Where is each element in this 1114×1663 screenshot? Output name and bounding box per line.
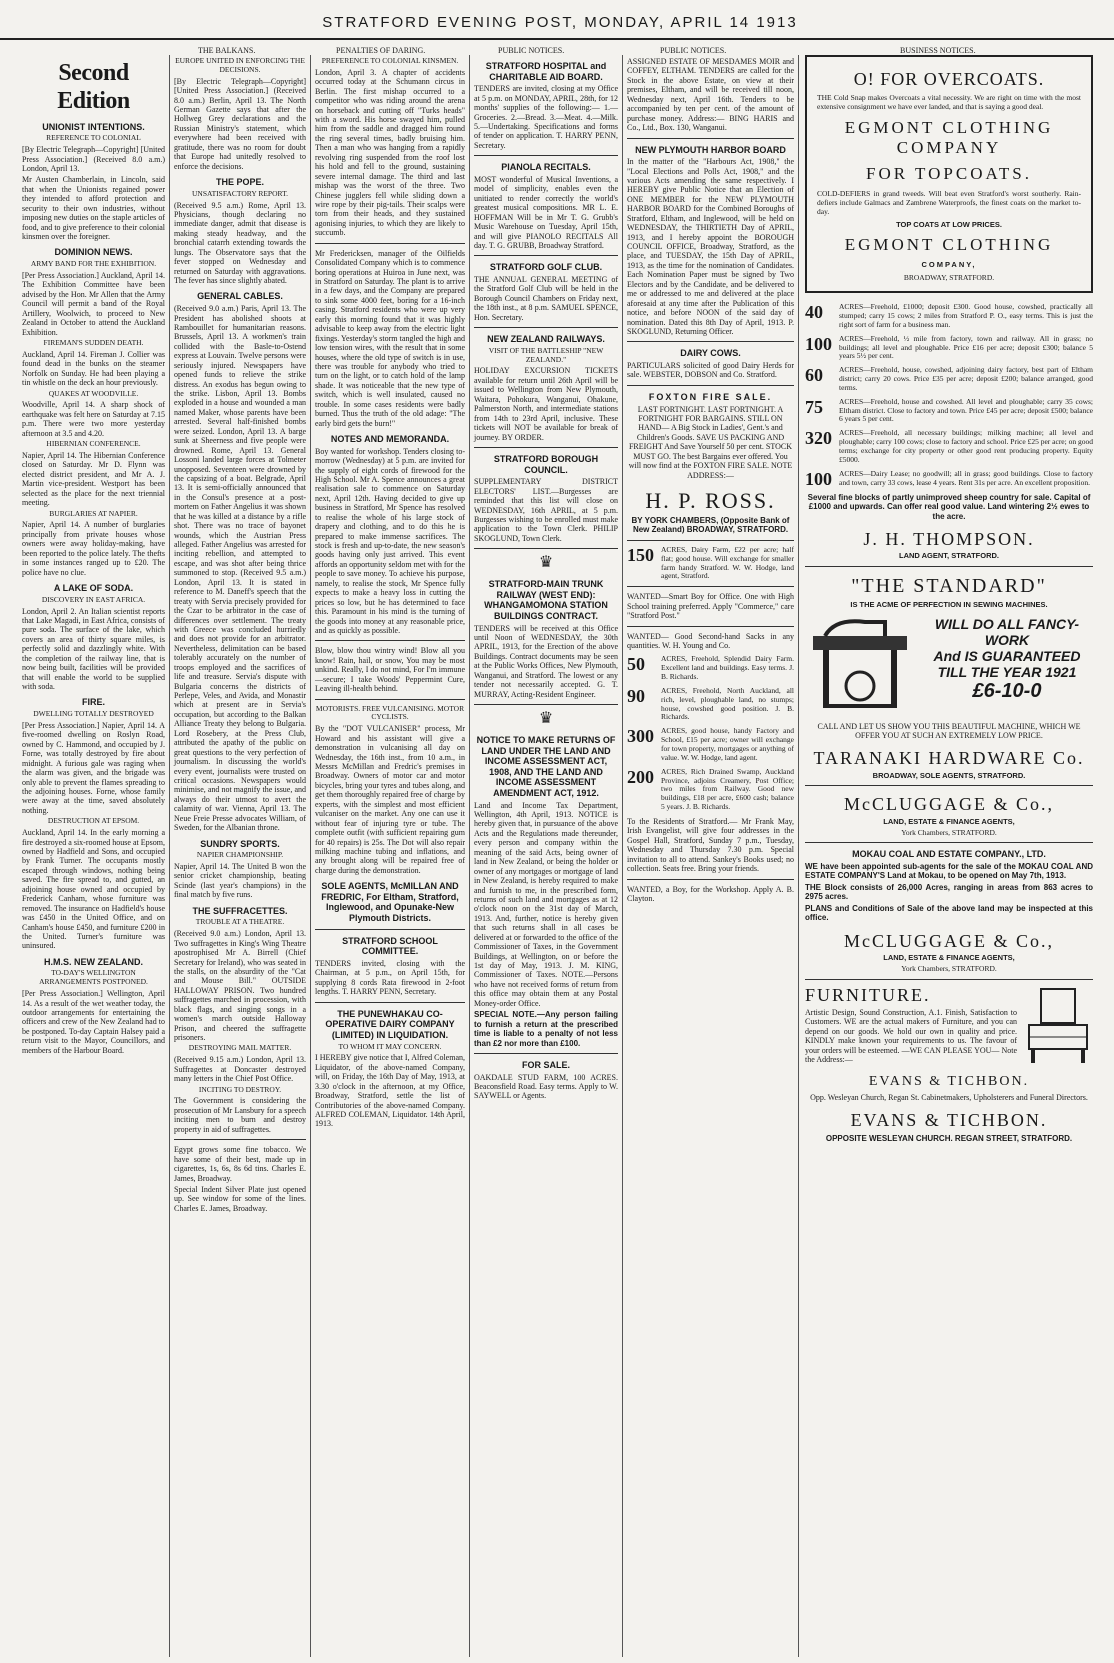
divider <box>315 929 465 930</box>
notice-text: WANTED, a Boy, for the Workshop. Apply A. B. Clayton. <box>627 884 794 903</box>
mokau-text: THE Block consists of 26,000 Acres, ranging in areas from 863 acres to 2975 acres. <box>805 882 1093 902</box>
listing-text: ACRES—Freehold, all necessary buildings; milking machine; all level and ploughable; carry 100 cows; close to factory and school. Price £25 per acre; on good terms; exchange for city property or other good rent producing property. Equity £5000. <box>839 428 1093 464</box>
divider <box>474 447 618 448</box>
divider <box>627 385 794 386</box>
section-business-notices: BUSINESS NOTICES. <box>900 46 976 55</box>
mccluggage-subheading: LAND, ESTATE & FINANCE AGENTS, <box>883 952 1015 962</box>
mccluggage-name: McCLUGGAGE & Co., <box>844 794 1054 815</box>
crest-icon: ♛ <box>538 710 554 728</box>
listing-text: ACRES, Dairy Farm, £22 per acre; half flat; good house. Will exchange for smaller farm handy Stratford. W. W. Hodge, land agent, Stratford. <box>661 544 794 581</box>
listing <box>627 687 794 722</box>
notice-heading: FOXTON FIRE SALE. <box>648 391 773 402</box>
headline: STRATFORD SCHOOL COMMITTEE. <box>342 935 438 957</box>
listing-number: 320 <box>805 428 832 449</box>
column-3 <box>311 55 470 1657</box>
edition-heading: Second Edition <box>57 60 130 115</box>
agents-heading: SOLE AGENTS, McMILLAN AND FREDRIC, For Eltham, Stratford, Inglewood, and Opunake-New Plymouth Districts. <box>321 881 459 924</box>
poem: Blow, blow thou wintry wind! Blow all you know! Rain, hail, or snow, You may be most unkind. Really, I do not mind, For I'm immune—secure; I take Woods' Peppermint Cure, Leaving ill-health behind. <box>315 646 465 694</box>
newspaper-title: STRATFORD EVENING POST, MONDAY, APRIL 14 1913 <box>322 14 798 31</box>
sewing-machine-block <box>805 616 1093 716</box>
farm-listing <box>805 470 1093 488</box>
column-6 <box>799 55 1099 1657</box>
listing-text: ACRES—Freehold, house, cowshed, adjoining dairy factory, best part of Eltham district; carry 20 cows. Price £35 per acre; deposit £200; balance arranged, good terms. <box>839 365 1093 392</box>
article-text: TENDERS invited, closing with the Chairman, at 5 p.m., on April 15th, for supplying 8 cords Rata firewood in 2-foot lengths. T. HARRY PENN, Secretary. <box>315 958 465 997</box>
divider <box>474 704 618 705</box>
subheading: TO-DAY'S WELLINGTON ARRANGEMENTS POSTPONED. <box>39 968 148 987</box>
divider <box>474 548 618 549</box>
subheading: DISCOVERY IN EAST AFRICA. <box>41 594 146 604</box>
divider <box>315 699 465 700</box>
headline: UNIONIST INTENTIONS. <box>42 121 145 132</box>
notice-heading: STRATFORD-MAIN TRUNK RAILWAY (WEST END): WHANGAMOMONA STATION BUILDINGS CONTRACT. <box>484 579 608 621</box>
advert-headline: FOR TOPCOATS. <box>866 164 1032 184</box>
listing-text: ACRES, Freehold, Splendid Dairy Farm. Excellent land and buildings. Easy terms. J. B. Richards. <box>661 654 794 682</box>
notice-heading: NEW PLYMOUTH HARBOR BOARD <box>635 144 786 155</box>
article-text: Auckland, April 14. Fireman J. Collier was found dead in the bunks on the steamer Norfolk on Sunday. He had been playing a tin whistle on the deck an hour previously. <box>22 349 165 388</box>
standard-subheading: IS THE ACME OF PERFECTION IN SEWING MACHINES. <box>850 599 1048 609</box>
subheading: TROUBLE AT A THEATRE. <box>195 917 285 927</box>
listing <box>627 655 794 682</box>
listing-number: 100 <box>805 468 832 489</box>
notice-text: TENDERS are invited, closing at my Office at 5 p.m. on MONDAY, APRIL, 28th, for 12 months' supplies of the following:— 1.—Groceries. 2.—Bread. 3.—Meat. 4.—Milk. 5.—Undertaking. Specifications and forms of tender on application. T. HARRY PENN, Secretary. <box>474 84 618 150</box>
headline: NOTES AND MEMORANDA. <box>330 434 450 445</box>
notice-text: HOLIDAY EXCURSION TICKETS available for return until 26th April will be issued to Wellington from New Plymouth, Waitara, Pohokura, Wanganui, Ohakune, Palmerston North, and intermediate stations from 14th to 23rd April, inclusive. These tickets will NOT be available for break of journey. BY ORDER. <box>474 366 618 442</box>
evans-tichbon-name: EVANS & TICHBON. <box>868 1074 1030 1090</box>
advert-company-name: EGMONT CLOTHING COMPANY <box>844 117 1054 157</box>
headline: GENERAL CABLES. <box>197 291 283 302</box>
divider <box>315 243 465 244</box>
notice-heading: STRATFORD BOROUGH COUNCIL. <box>493 453 599 475</box>
column-1 <box>18 55 170 1657</box>
article-text: Woodville, April 14. A sharp shock of earthquake was felt here on Saturday at 7.15 p.m. There were two more yesterday afternoon at 3.5 and 4.20. <box>22 400 165 438</box>
article-text: London, April 2. An Italian scientist reports that Lake Magadi, in East Africa, consists of pure soda. The surface of the lake, which covers an area of thirty square miles, is perfectly solid and dazzlingly white. With the completion of the railway line, that is now being built, facilities will be provided that will enable the world to be supplied with soda. <box>22 606 165 692</box>
listing-text: ACRES, good house, handy Factory and School, £15 per acre; owner will exchange for town property, mortgages or anything of value. W. W. Hodge, land agent. <box>661 726 794 762</box>
divider <box>627 586 794 587</box>
ross-address: BY YORK CHAMBERS, (Opposite Bank of New Zealand) BROADWAY, STRATFORD. <box>631 515 790 535</box>
section-public-notices-2: PUBLIC NOTICES. <box>660 46 727 55</box>
article-text: Boy wanted for workshop. Tenders closing to-morrow (Wednesday) at 5 p.m. are invited for the supply of eight cords of firewood for the High School. Mr A. Spence announces a great realisation sale to commence on Saturday next, April 12th. Having decided to give up business in Stratford, Mr Spence has resolved to realise the whole of his large stock of drapery and clothing, and to do this he is prepared to make immense sacrifices. The stock is fresh and up-to-date, the new season's goods having only just arrived. This event affords an opportunity seldom met with for the people to save money. To achieve his purpose, namely, to realise the stock, Mr Spence fully expects to make a heavy loss in cutting the prices so low, but he has determined to face this. Paramount in his mind is the turning of the goods into money at any reasonable price, and as quickly as possible. <box>315 446 465 635</box>
advert-text: Special Indent Silver Plate just opened up. See window for some of the lines. Charles E. James, Broadway. <box>174 1184 306 1213</box>
mccluggage-address: York Chambers, STRATFORD. <box>901 963 997 973</box>
mccluggage-name: McCLUGGAGE & Co., <box>844 930 1054 951</box>
divider <box>315 1002 465 1003</box>
listing-text: ACRES—Freehold, house and cowshed. All level and ploughable; carry 35 cows; Eltham district. Close to factory and town. Price £45 per acre; deposit £500; balance 6 years 5 per cent. <box>839 396 1093 424</box>
column-4 <box>470 55 623 1657</box>
listing-text: ACRES—Freehold, £1000; deposit £300. Good house, cowshed, practically all stumped; carry 15 cows; 2 miles from Stratford P. O., easy terms. This is just the right sort of farm for a business man. <box>839 302 1093 329</box>
notice-heading: NEW ZEALAND RAILWAYS. <box>487 334 605 345</box>
listing-number: 100 <box>805 333 832 354</box>
listing-number: 50 <box>627 654 645 675</box>
article-text: (Received 9.0 a.m.) Paris, April 13. The President has abolished shoots at Rambouillet for humanitarian reasons. Brussels, April 13. A workmen's train collided with the Basle-to-Ostend express at Louvain. Twelve persons were seriously injured. Newspapers have opened funds to relieve the strike distress. An exodus has begun owing to the strike. Lisbon, April 13. Bombs exploded in a house and wounded a man named Maker, whose parents have been arrested. Several half-finished bombs were seized. London, April 13. A barge sunk at Sheerness and five people were drowned. Rome, April 13. General Lossoni landed large forces at Tolmeter unopposed. Seventeen were drowned by the capsizing of a boat. Belgrade, April 13. It is semi-officially announced that in the Consul's presence at a post-mortem on Father Angelius it was shown that he was killed at a distance by a rifle shot. There was no trace of bayonet wounds, which the Austrian Press alleged. Father Angelius was arrested for inciting rebellion, and attempted to escape, and was shot after being thrice summoned to stop. (Received 9.5 a.m.) London, April 13. It is stated in reference to M. Daneff's speech that the treaty with Servia precisely provided for the Czar to be arbitrator in the case of differences over settlement. The treaty with Greece was concluded hurriedly and does not provide for an arbitrator. Nevertheless, delimitation can be based tolerably accurately on the number of troops employed and the sacrifices of life and treasure. Servia's dispute with Bulgaria concerns the districts of Perlepe, Veles, and Avida, and Monastir which at present are in Servia's occupation, but according to the Balkan Alliance Treaty they belong to Bulgaria. Lord Rosebery, at the Press Club, attributed the apathy of the public on great questions to the very perfection of journalism. In discussing the world's every event, journalists were trusted on critical occasions. Newspapers would minimise, and not magnify the issue, and always do their utmost to avert the calamity of war. Vienna, April 13. The Neue Freie Presse advocates William, of Sweden, for the Albanian throne. <box>174 304 306 833</box>
divider <box>474 327 618 328</box>
advert-address: BROADWAY, STRATFORD. <box>903 273 995 283</box>
article-text: (Received 9.15 a.m.) London, April 13. Suffragettes at Doncaster destroyed many letters in the Chief Post Office. <box>174 1055 306 1084</box>
section-penalties: PENALTIES OF DARING. <box>336 46 426 55</box>
evans-tichbon-address: Opp. Wesleyan Church, Regan St. Cabinetmakers, Upholsterers and Funeral Directors. <box>810 1092 1088 1102</box>
notice-heading: FOR SALE. <box>521 1059 570 1070</box>
notice-text: WANTED— Good Second-hand Sacks in any quantities. W. H. Young and Co. <box>627 631 794 650</box>
subheading: EUROPE UNITED IN ENFORCING THE DECISIONS. <box>175 56 305 74</box>
advert-tagline: TOP COATS AT LOW PRICES. <box>896 219 1002 229</box>
listing-text: ACRES, Freehold, North Auckland, all rich, level, ploughable land, no stumps; house, cowshed good position. J. B. Richards. <box>661 685 794 722</box>
farm-listing <box>805 398 1093 425</box>
divider <box>627 341 794 342</box>
notice-text: Land and Income Tax Department, Wellington, 4th April, 1913. NOTICE is hereby given that, in pursuance of the above Acts and the Regulations made thereunder, every person and company within the meaning of the said Acts, being owner of land in New Zealand, or being the holder or owner of any mortgages or mortgage of land in New Zealand, is hereby required to make and furnish to me, in the prescribed form, returns of such land and mortgages as at 12 o'clock noon on the 31st day of March, 1913. And, further, notice is hereby given that such returns shall in all cases be delivered at or forwarded to the office of the Commissioner of Taxes, in the Government Buildings, at Wellington, on or before the 1st day of May, 1913. J. M. KING, Commissioner of Taxes. NOTE.—Persons who have not received forms of return from this office may obtain them at any Postal Money-order Office. <box>474 800 618 1008</box>
subheading: BURGLARIES AT NAPIER. <box>49 508 138 518</box>
headline: THE PUNEWHAKAU CO-OPERATIVE DAIRY COMPANY (LIMITED) IN LIQUIDATION. <box>325 1008 455 1040</box>
advert-headline: O! FOR OVERCOATS. <box>853 69 1045 89</box>
advert-text: Egypt grows some fine tobacco. We have some of their best, made up in cigarettes, 1s, 6s, 8s 6d tins. Charles E. James, Broadway. <box>174 1145 306 1183</box>
notice-heading: STRATFORD GOLF CLUB. <box>489 262 603 273</box>
notice-text: OAKDALE STUD FARM, 100 ACRES. Beaconsfield Road. Easy terms. Apply to W. SAYWELL or Agents. <box>474 1072 618 1101</box>
standard-slogan: WILL DO ALL FANCY-WORK <box>934 615 1080 648</box>
divider <box>805 979 1093 980</box>
article-text: (Received 9.0 a.m.) London, April 13. Two suffragettes in King's Wing Theatre apostrophised Mr A. Birrell (Chief Secretary for Ireland), who was seated in the stalls, on the absurdity of the "Cat and Mouse Bill." OUTSIDE HALLOWAY PRISON. Two hundred suffragettes marched in procession, with black flags, and singing songs in a women's march outside Halloway Prison, and cheered the suffragette prisoners. <box>174 929 306 1043</box>
article-text: (Received 9.5 a.m.) Rome, April 13. Physicians, though declaring no immediate danger, admit that disease is making steady headway, and the bronchial catarrh extending towards the lungs. The Observatore says that the fever stopped on Wednesday and returned on Saturday with aggravations. The fever has since slightly abated. <box>174 200 306 286</box>
notice-text: ASSIGNED ESTATE OF MESDAMES MOIR and COFFEY, ELTHAM. TENDERS are called for the Stock in the above Estate, on view at their premises, Eltham, and will be received till noon, Wednesday next, April 16th. Tenders to be accompanied by ten per cent. of the amount of purchase money. Address:— BING HARIS and Co., Ltd., Box. 130, Wanganui. <box>627 57 794 133</box>
listing-number: 150 <box>627 544 654 565</box>
mccluggage-address: York Chambers, STRATFORD. <box>901 827 997 837</box>
headline: A LAKE OF SODA. <box>53 583 134 594</box>
headline: H.M.S. NEW ZEALAND. <box>44 956 143 967</box>
article-text: Mr Fredericksen, manager of the Oilfields Consolidated Company which is to commence boring operations at Huiroa in June next, was in Stratford on Saturday. The plant is to arrive in a few days, and the Company are prepared to sink some 4000 feet, boring for a 16-inch casing. Stratford residents who were up very early this morning found that it was highly advisable to keep away from the electric light fixings. Yesterday's storm tangled the high and low tension wires, with the result that in some houses, where the old type of switch is in use, there was trouble for anybody who tried to turn on the light, or to catch hold of the lamp shade. It was noticeable that the new type of switch, which is well insulated, caused no trouble. In some cases residents were badly burned. Thus the truth of the old adage: "The early bird gets the burn!" <box>315 248 465 428</box>
listing-number: 75 <box>805 396 823 417</box>
headline: THE SUFFRACETTES. <box>192 905 288 916</box>
advert-text: Several fine blocks of partly unimproved sheep country for sale. Capital of £1000 and upwards. Can offer real good value. Land wintering 2½ ewes to the acre. <box>807 492 1091 521</box>
mokau-text: PLANS and Conditions of Sale of the above land may be inspected at this office. <box>805 903 1093 923</box>
listing-number: 40 <box>805 302 823 323</box>
divider <box>627 540 794 541</box>
listing-number: 60 <box>805 365 823 386</box>
article-text: Auckland, April 14. In the early morning a fire destroyed a six-roomed house at Epsom, owned by Hadfield and Sons, and occupied by Frank Turner. The occupants mostly escaped through windows, nothing being saved. The fire spread to, and gutted, an adjoining house owned and occupied by Frederick Canham, whose furniture was removed. The insurance on Hadfield's house was £450 in the United Office, and on Canham's house £450, and furniture £200 in the United. Turner's furniture was uninsured. <box>22 828 165 951</box>
listing <box>627 546 794 581</box>
evans-tichbon-name: EVANS & TICHBON. <box>850 1110 1048 1131</box>
article-text: London, April 3. A chapter of accidents occurred today at the Schumann circus in Berlin. The first mishap occurred to a competitor who was riding around the arena on horseback and cutting off "Turks heads" with a sword. His horse swayed him, pulled him from the saddle and dragged him round the ring several times, badly bruising him. Then a man who was hanging from a rapidly revolving ring suspended from the roof lost his hold and fell to the ground, sustaining severe internal damage. The third and last mishap was the worst of the three. Two Chinese jugglers fell while sliding down a wire rope by their pig-tails. Their scalps were torn from their heads, and they sustained agonising injuries, to which they are likely to succumb. <box>315 67 465 238</box>
subheading: PREFERENCE TO COLONIAL KINSMEN. <box>321 56 459 65</box>
subheading: VISIT OF THE BATTLESHIP "NEW ZEALAND." <box>488 345 604 364</box>
thompson-name: J. H. THOMPSON. <box>863 528 1035 549</box>
listing-text: ACRES—Freehold, ½ mile from factory, town and railway. All in grass; no buildings; all level and ploughable. Price £16 per acre; deposit £300; balance 5 years 5½ per cent. <box>839 333 1093 361</box>
advert-text: CALL AND LET US SHOW YOU THIS BEAUTIFUL MACHINE, WHICH WE OFFER YOU AT SUCH AN EXTREMELY LOW PRICE. <box>817 721 1081 740</box>
notice-heading: PIANOLA RECITALS. <box>501 162 591 173</box>
farm-listing <box>805 303 1093 330</box>
listing-number: 300 <box>627 726 654 747</box>
subheading: DESTROYING MAIL MATTER. <box>188 1043 292 1053</box>
mokau-text: WE have been appointed sub-agents for the sale of the MOKAU COAL AND ESTATE COMPANY'S Land at Mokau, to be opened on May 7th, 1913. <box>805 861 1093 881</box>
subheading: NAPIER CHAMPIONSHIP. <box>196 850 284 860</box>
article-text: By the "DOT VULCANISER" process, Mr Howard and his assistant will give a demonstration in vulcanising all day on Wednesday, the 16th inst., from 10 a.m., in Messrs McMillan and Fredric's premises in Broadway. Owners of motor car and motor bicycles, bring your tyres and tubes along, and get them thoroughly repaired free of charge by experts, with the simplest and most efficient vulcaniser on the market. Any one can use it without fear of injuring tyre or tube. The complete outfit (with sufficient repairing gum for 40 repairs) is 25s. The Dot will also repair milking machine tubing and inflations, and any brought along will be repaired free of charge during the demonstration. <box>315 724 465 875</box>
notice-text: LAST FORTNIGHT. LAST FORTNIGHT. A FORTNIGHT FOR BARGAINS. STILL ON HAND— A Big Stock in Ladies', Gent.'s and Children's Goods. SAVE US PACKING AND FREIGHT And Save Yourself 50 per cent. STOCK MUST GO. The best Bargains ever offered. You will now find at the FOXTON FIRE SALE. NOTE ADDRESS:— <box>628 404 793 480</box>
advert-text: COLD-DEFIERS in grand tweeds. Will beat even Stratford's worst southerly. Rain-defiers include Galmacs and Zambrene Waterproofs, the finest coats on the market to-day. <box>817 189 1081 216</box>
listing-text: ACRES, Rich Drained Swamp, Auckland Province, adjoins Creamery, Post Office; two miles from Railway. Good new buildings, £18 per acre, £600 cash; balance 5 years. J. B. Richards. <box>661 766 794 812</box>
article-text: Napier, April 14. A number of burglaries principally from private houses whose owners were away holiday-making, have been reported to the police lately. The thefts in some instances ranged up to £20. The police have no clue. <box>22 520 165 577</box>
standard-slogan: And IS GUARANTEED TILL THE YEAR 1921 <box>933 647 1081 680</box>
notice-heading: STRATFORD HOSPITAL and CHARITABLE AID BOARD. <box>485 61 607 82</box>
divider <box>474 255 618 256</box>
listing <box>627 727 794 762</box>
divider <box>805 566 1093 567</box>
mccluggage-subheading: LAND, ESTATE & FINANCE AGENTS, <box>883 816 1015 826</box>
farm-listing <box>805 429 1093 464</box>
article-text: [Per Press Association.] Auckland, April 14. The Exhibition Committee have been advised by the Hon. Mr Allen that the Army Council will permit a band of the Royal Artillery, Woolwich, to proceed to New Zealand in October to attend the Auckland Exhibition. <box>22 270 165 337</box>
subheading: TO WHOM IT MAY CONCERN. <box>338 1041 442 1051</box>
article-text: I HEREBY give notice that I, Alfred Coleman, Liquidator, of the above-named Company, will, on Friday, the 16th Day of May, 1913, at 3.30 o'clock in the afternoon, at my Office, Broadway, Stratford, settle the list of Contributories of the above-named Company. ALFRED COLEMAN, Liquidator. 14th April, 1913. <box>315 1053 465 1129</box>
headline: FIRE. <box>81 697 105 708</box>
divider <box>805 785 1093 786</box>
subheading: DESTRUCTION AT EPSOM. <box>47 816 140 826</box>
notice-text: MOST wonderful of Musical Inventions, a model of simplicity, enables even the unitiated to render correctly the world's greatest musical compositions. MR L. E. HOFFMAN Will be in Mr T. G. Grubb's Music Warehouse on Tuesday, April 15th, and will give PIANOLO RECITALS All day. T. G. GRUBB, Broadway Stratford. <box>474 174 618 250</box>
dateline: [By Electric Telegraph—Copyright] [United Press Association.] (Received 8.0 a.m.) London, April 13. <box>22 145 165 173</box>
evans-tichbon-address: OPPOSITE WESLEYAN CHURCH. REGAN STREET, STRATFORD. <box>825 1133 1073 1143</box>
notice-text: SUPPLEMENTARY DISTRICT ELECTORS' LIST.—Burgesses are reminded that this list will close on WEDNESDAY, 16th APRIL, at 5 p.m. Burgesses wishing to be enrolled must make application to the Town Clerk. PHILIP SKOGLUND, Town Clerk. <box>474 477 618 543</box>
standard-headline: "THE STANDARD" <box>851 575 1047 598</box>
dressing-table-icon <box>1023 985 1093 1065</box>
notice-text: In the matter of the "Harbours Act, 1908," the "Local Elections and Polls Act, 1908," and the various Acts amending the same respectively. I HEREBY give Public Notice that an Election of ONE MEMBER for the NEW PLYMOUTH HARBOR BOARD for the Combined Boroughs of Stratford, Eltham, and Inglewood, will be held on WEDNESDAY, the THIRTIETH Day of APRIL, 1913, and I hereby appoint the BOROUGH COUNCIL OFFICE, Broadway, Stratford, as the place, and TUESDAY, the 15th Day of APRIL, 1913, as the time for the nomination of Candidates. Each Nomination Paper must be signed by Two Electors and by the Candidate, and be delivered to me or addressed to me and delivered at the place aforesaid at any time after the Publication of this notice, and before NOON of the said day of nomination. Dated this 8th Day of April, 1913. P. SKOGLUND, Returning Officer. <box>627 157 794 336</box>
subheading: UNSATISFACTORY REPORT. <box>192 188 288 198</box>
subheading: INCITING TO DESTROY. <box>198 1084 282 1094</box>
notice-text: TENDERS will be received at this Office until Noon of WEDNESDAY, the 30th APRIL, 1913, for the Erection of the above Buildings. Contract documents may be seen at the Public Works Offices, New Plymouth, Wanganui, and Stratford. The lowest or any tender not necessarily accepted. G. T. MURRAY, Acting-Resident Engineer. <box>474 623 618 699</box>
divider <box>627 879 794 880</box>
section-balkans: THE BALKANS. <box>198 46 256 55</box>
taranaki-address: BROADWAY, SOLE AGENTS, STRATFORD. <box>872 770 1026 780</box>
furniture-heading: FURNITURE. <box>805 984 931 1005</box>
divider <box>474 155 618 156</box>
notice-text: WANTED—Smart Boy for Office. One with High School training preferred. Apply "Commerce," care "Stratford Post." <box>627 592 794 621</box>
notice-text: THE ANNUAL GENERAL MEETING of the Stratford Golf Club will be held in the Borough Council Chambers on Friday next, the 18th inst., at 8 p.m. SAMUEL SPENCE, Hon. Secretary. <box>474 275 618 322</box>
section-public-notices-1: PUBLIC NOTICES. <box>498 46 565 55</box>
subheading: MOTORISTS. FREE VULCANISING. MOTOR CYCLISTS. <box>315 703 465 722</box>
listing-number: 90 <box>627 685 645 706</box>
listing <box>627 768 794 812</box>
taranaki-hardware-name: TARANAKI HARDWARE Co. <box>813 748 1085 769</box>
divider <box>627 626 794 627</box>
ross-name: H. P. ROSS. <box>645 488 776 514</box>
headline: THE POPE. <box>215 177 264 188</box>
listing-text: ACRES—Dairy Lease; no goodwill; all in grass; good buildings. Close to factory and town, carry 33 cows, lease 4 years. Rent 31s per acre. An excellent proposition. <box>839 468 1093 487</box>
article-text: [Per Press Association.] Wellington, April 14. As a result of the wet weather today, the outdoor arrangements for entertaining the officers and crew of the New Zealand had to be postponed. To-day Captain Halsey paid a return visit to the Mayor, Councillors, and members of the Harbour Board. <box>22 989 165 1055</box>
divider <box>174 1139 306 1140</box>
headline: SUNDRY SPORTS. <box>200 838 280 849</box>
article-text: Napier, April 14. The Hibernian Conference closed on Saturday. Mr D. Flynn was elected district president, and Mr A. J. Martin vice-president. Westport has been selected as the place for the next triennial meeting. <box>22 451 165 508</box>
special-note: SPECIAL NOTE.—Any person failing to furnish a return at the prescribed time is liable to a penalty of not less than £2 nor more than £100. <box>474 1010 618 1048</box>
article-text: The Government is considering the prosecution of Mr Lansbury for a speech inciting men to burn and destroy property in aid of suffragettes. <box>174 1096 306 1134</box>
subheading: HIBERNIAN CONFERENCE. <box>46 439 141 449</box>
subheading: QUAKES AT WOODVILLE. <box>48 388 139 398</box>
article-text: [Per Press Association.] Napier, April 14. A five-roomed dwelling on Roslyn Road, owned by C. Hammond, and occupied by J. Forne, was totally destroyed by fire about midnight. A furious gale was raging when the alarm was given, and the brigade was only able to prevent the flames spreading to the adjoining houses. Forne, whose family were away at the time, saved absolutely nothing. <box>22 720 165 815</box>
notice-heading: NOTICE TO MAKE RETURNS OF LAND UNDER THE LAND AND INCOME ASSESSMENT ACT, 1908, AND THE LAND AND INCOME ASSESSMENT AMENDMENT ACT, 1912. <box>476 734 616 798</box>
farm-listing <box>805 366 1093 393</box>
advert-text: THE Cold Snap makes Overcoats a vital necessity. We are right on time with the most extensive consignment we have ever landed, and that is saying a good deal. <box>817 93 1081 112</box>
divider <box>474 1053 618 1054</box>
divider <box>315 640 465 641</box>
notice-text: PARTICULARS solicited of good Dairy Herds for sale. WEBSTER, DOBSON and Co. Stratford. <box>627 361 794 380</box>
advert-company-name: EGMONT CLOTHING <box>844 235 1054 255</box>
masthead <box>0 0 1114 40</box>
subheading: DWELLING TOTALLY DESTROYED <box>33 709 154 719</box>
farm-listing <box>805 335 1093 362</box>
article-text: Mr Austen Chamberlain, in Lincoln, said that when the Unionists regained power they intended to afford protection and security to their own industries, without imposing new duties on the staple articles of food, and to give preference to their colonial kinsmen over the foreigner. <box>22 175 165 242</box>
notice-heading: DAIRY COWS. <box>680 348 741 359</box>
notice-text: To the Residents of Stratford.— Mr Frank May, Irish Evangelist, will give four addresses in the Gospel Hall, Stratford, Sunday 7 p.m., Tuesday, Wednesday and Thursday 7.30 p.m. Special invitation to all to attend. Sankey's Books used; no collection. Seats free. Bring your friends. <box>627 816 794 874</box>
article-text: Napier, April 14. The United B won the senior cricket championship, beating Scinde (last year's champions) in the final match by five runs. <box>174 862 306 900</box>
article-text: [By Electric Telegraph—Copyright] [United Press Association.] (Received 8.0 a.m.) Berlin, April 13. The North German Gazette says that after the Hollweg Grey declarations and the Russian Ministry's statement, which everywhere had been received with gratitude, there was no room for doubt that Europe had unitedly resolved to enforce the decisions. <box>174 76 306 171</box>
subheading: ARMY BAND FOR THE EXHIBITION. <box>30 259 157 269</box>
advert-company-name: COMPANY, <box>921 260 977 270</box>
column-5 <box>623 55 799 1657</box>
subheading: REFERENCE TO COLONIAL <box>46 133 141 143</box>
divider <box>627 138 794 139</box>
mokau-heading: MOKAU COAL AND ESTATE COMPANY., LTD. <box>852 849 1046 860</box>
crest-icon: ♛ <box>538 554 554 572</box>
headline: DOMINION NEWS. <box>54 247 133 258</box>
egmont-advert <box>805 55 1093 293</box>
sewing-machine-icon <box>805 616 915 716</box>
divider <box>805 842 1093 843</box>
column-2 <box>170 55 311 1657</box>
thompson-address: LAND AGENT, STRATFORD. <box>899 551 999 561</box>
listing-number: 200 <box>627 766 654 787</box>
standard-price: £6-10-0 <box>972 679 1042 702</box>
subheading: FIREMAN'S SUDDEN DEATH. <box>43 337 144 347</box>
furniture-text: Artistic Design, Sound Construction, A.1. Finish, Satisfaction to Customers. WE are the actual makers of Furniture, and you can depend on our goods. We hold our own in quality and price. KINDLY make known your requirements to us. The favour of your orders will be esteemed. —WE CAN PLEASE YOU— Note the Address:— <box>805 1007 1017 1064</box>
